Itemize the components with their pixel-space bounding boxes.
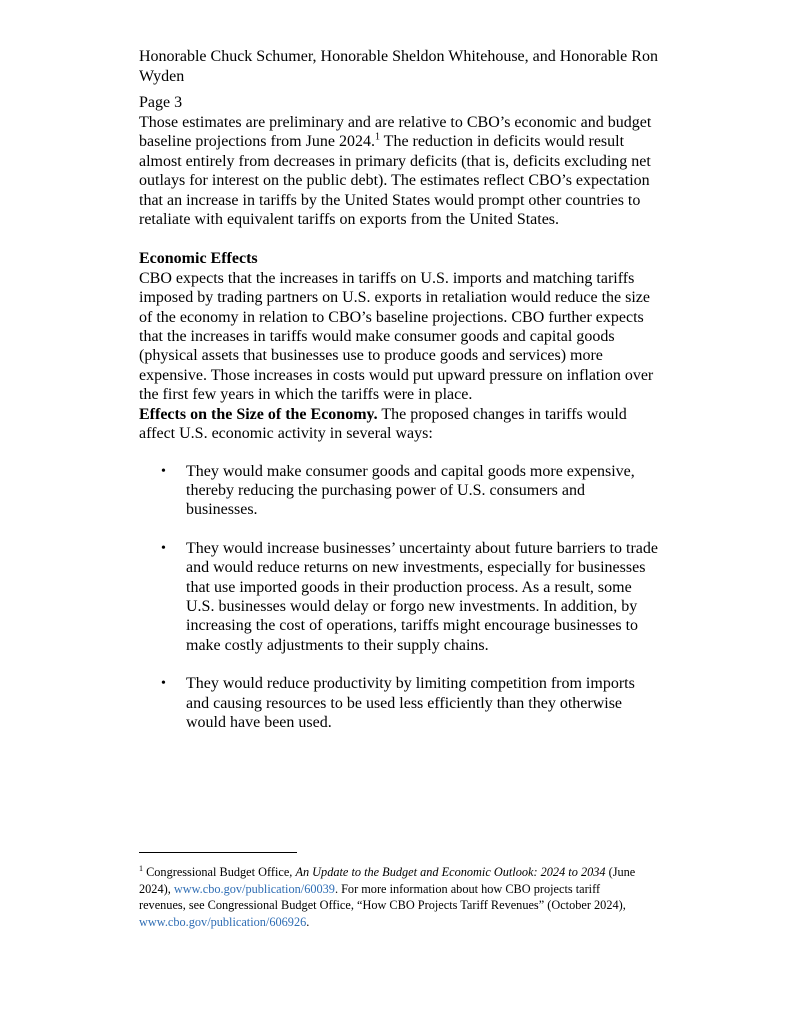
footnote-publication-title: An Update to the Budget and Economic Outlook: 2024 to 2034 [295, 865, 606, 879]
footnote-text-d: . [306, 914, 310, 929]
page-number: Page 3 [139, 94, 183, 111]
footnote-reference[interactable]: 1 [374, 132, 380, 144]
footnote-link-tariff-revenues[interactable]: www.cbo.gov/publication/606926 [139, 914, 307, 929]
bullet-text: They would increase businesses’ uncertainty about future barriers to trade and would reduce returns on new investments, especially for businesses that use imported goods in their production process. As a result, some U.S. businesses would delay or forgo new investments. In addition, by increasing the cost of operations, tariffs might encourage businesses to make costly adjustments to their supply chains. [186, 539, 658, 654]
economic-effects-paragraph: CBO expects that the increases in tariffs on U.S. imports and matching tariffs imposed by trading partners on U.S. exports in retaliation would reduce the size of the economy in relation to CBO’s baseline projections. CBO further expects that the increases in tariffs would make consumer goods and capital goods (physical assets that businesses use to produce goods and services) more expensive. Those increases in costs would put upward pressure on inflation over the first few years in which the tariffs were in place. [139, 269, 654, 404]
letter-page [139, 47, 659, 751]
estimates-text-b: The reduction in deficits would result almost entirely from decreases in primary deficits (that is, deficits excluding net outlays for interest on the public debt). The estimates reflect CBO’s expectation that an increase in tariffs by the United States would prompt other countries to retaliate with equivalent tariffs on exports from the United States. [139, 133, 651, 229]
economic-effects-heading: Economic Effects [139, 250, 258, 268]
bullet-text: They would make consumer goods and capital goods more expensive, thereby reducing the purchasing power of U.S. consumers and businesses. [186, 462, 635, 519]
list-item [139, 674, 659, 732]
footnote-marker: 1 [139, 863, 143, 873]
size-of-economy-heading: Effects on the Size of the Economy. [139, 405, 378, 423]
footnote [139, 864, 639, 930]
bullet-icon: • [161, 540, 166, 556]
footnote-text-b: (June 2024), [139, 865, 636, 896]
list-item [139, 539, 659, 655]
estimates-text-a: Those estimates are preliminary and are relative to CBO’s economic and budget baseline projections from June 2024. [139, 114, 652, 151]
bullet-text: They would reduce productivity by limiting competition from imports and causing resources to be used less efficiently than they otherwise would have been used. [186, 675, 635, 731]
size-of-economy-paragraph [139, 405, 659, 444]
bullet-icon: • [161, 676, 166, 692]
bullet-icon: • [161, 463, 166, 479]
footnote-text-a: Congressional Budget Office, [143, 865, 296, 879]
size-of-economy-text: The proposed changes in tariffs would affect U.S. economic activity in several ways: [139, 405, 627, 443]
estimates-paragraph [139, 113, 659, 229]
addressee-header: Honorable Chuck Schumer, Honorable Sheldon Whitehouse, and Honorable Ron Wyden [139, 48, 658, 85]
list-item [139, 462, 659, 520]
footnote-link-budget-outlook[interactable]: www.cbo.gov/publication/60039 [173, 881, 335, 896]
footnote-text-c: . For more information about how CBO projects tariff revenues, see Congressional Budget Office, “How CBO Projects Tariff Revenues” (October 2024), [139, 881, 626, 913]
footnote-divider [139, 852, 297, 853]
effects-bullet-list [139, 462, 659, 733]
